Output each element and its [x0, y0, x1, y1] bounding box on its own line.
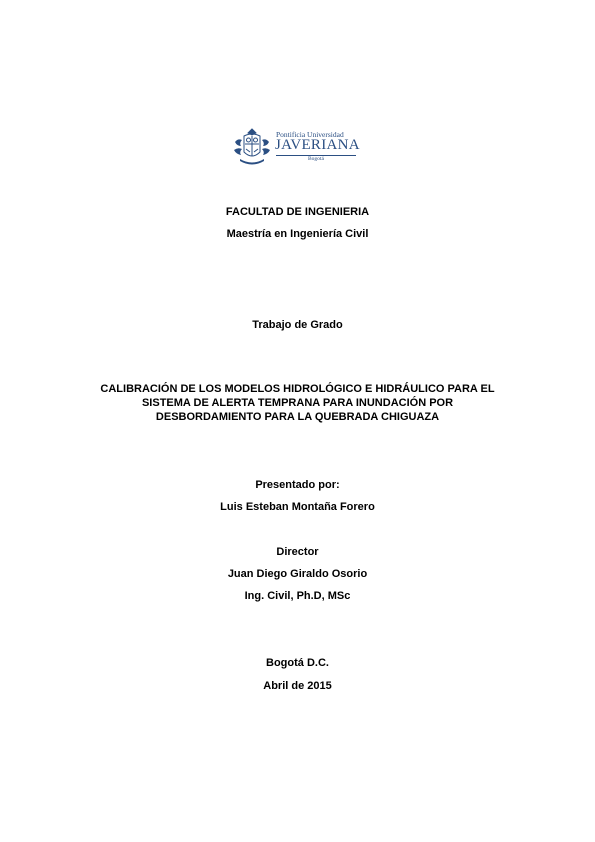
logo-text-city: Bogotá — [308, 156, 324, 162]
presented-by-label: Presentado por: — [255, 479, 340, 491]
author-name: Luis Esteban Montaña Forero — [220, 501, 375, 513]
university-crest-icon — [232, 126, 272, 168]
director-label: Director — [276, 546, 319, 558]
faculty-heading: FACULTAD DE INGENIERIA — [225, 206, 370, 218]
university-logo — [232, 126, 362, 168]
director-name: Juan Diego Giraldo Osorio — [227, 568, 368, 580]
director-degree: Ing. Civil, Ph.D, MSc — [244, 590, 351, 602]
thesis-title-line-1: CALIBRACIÓN DE LOS MODELOS HIDROLÓGICO E HIDRÁULICO PARA EL — [100, 383, 495, 395]
date-label: Abril de 2015 — [263, 680, 332, 692]
thesis-title-line-3: DESBORDAMIENTO PARA LA QUEBRADA CHIGUAZA — [155, 411, 440, 423]
program-heading: Maestría en Ingeniería Civil — [226, 228, 369, 240]
thesis-title-line-2: SISTEMA DE ALERTA TEMPRANA PARA INUNDACIÓN POR — [141, 397, 454, 409]
logo-text-javeriana: JAVERIANA — [275, 137, 360, 153]
city-label: Bogotá D.C. — [266, 657, 329, 669]
document-type: Trabajo de Grado — [252, 319, 343, 331]
logo-text-pontificia: Pontificia Universidad — [276, 130, 344, 139]
